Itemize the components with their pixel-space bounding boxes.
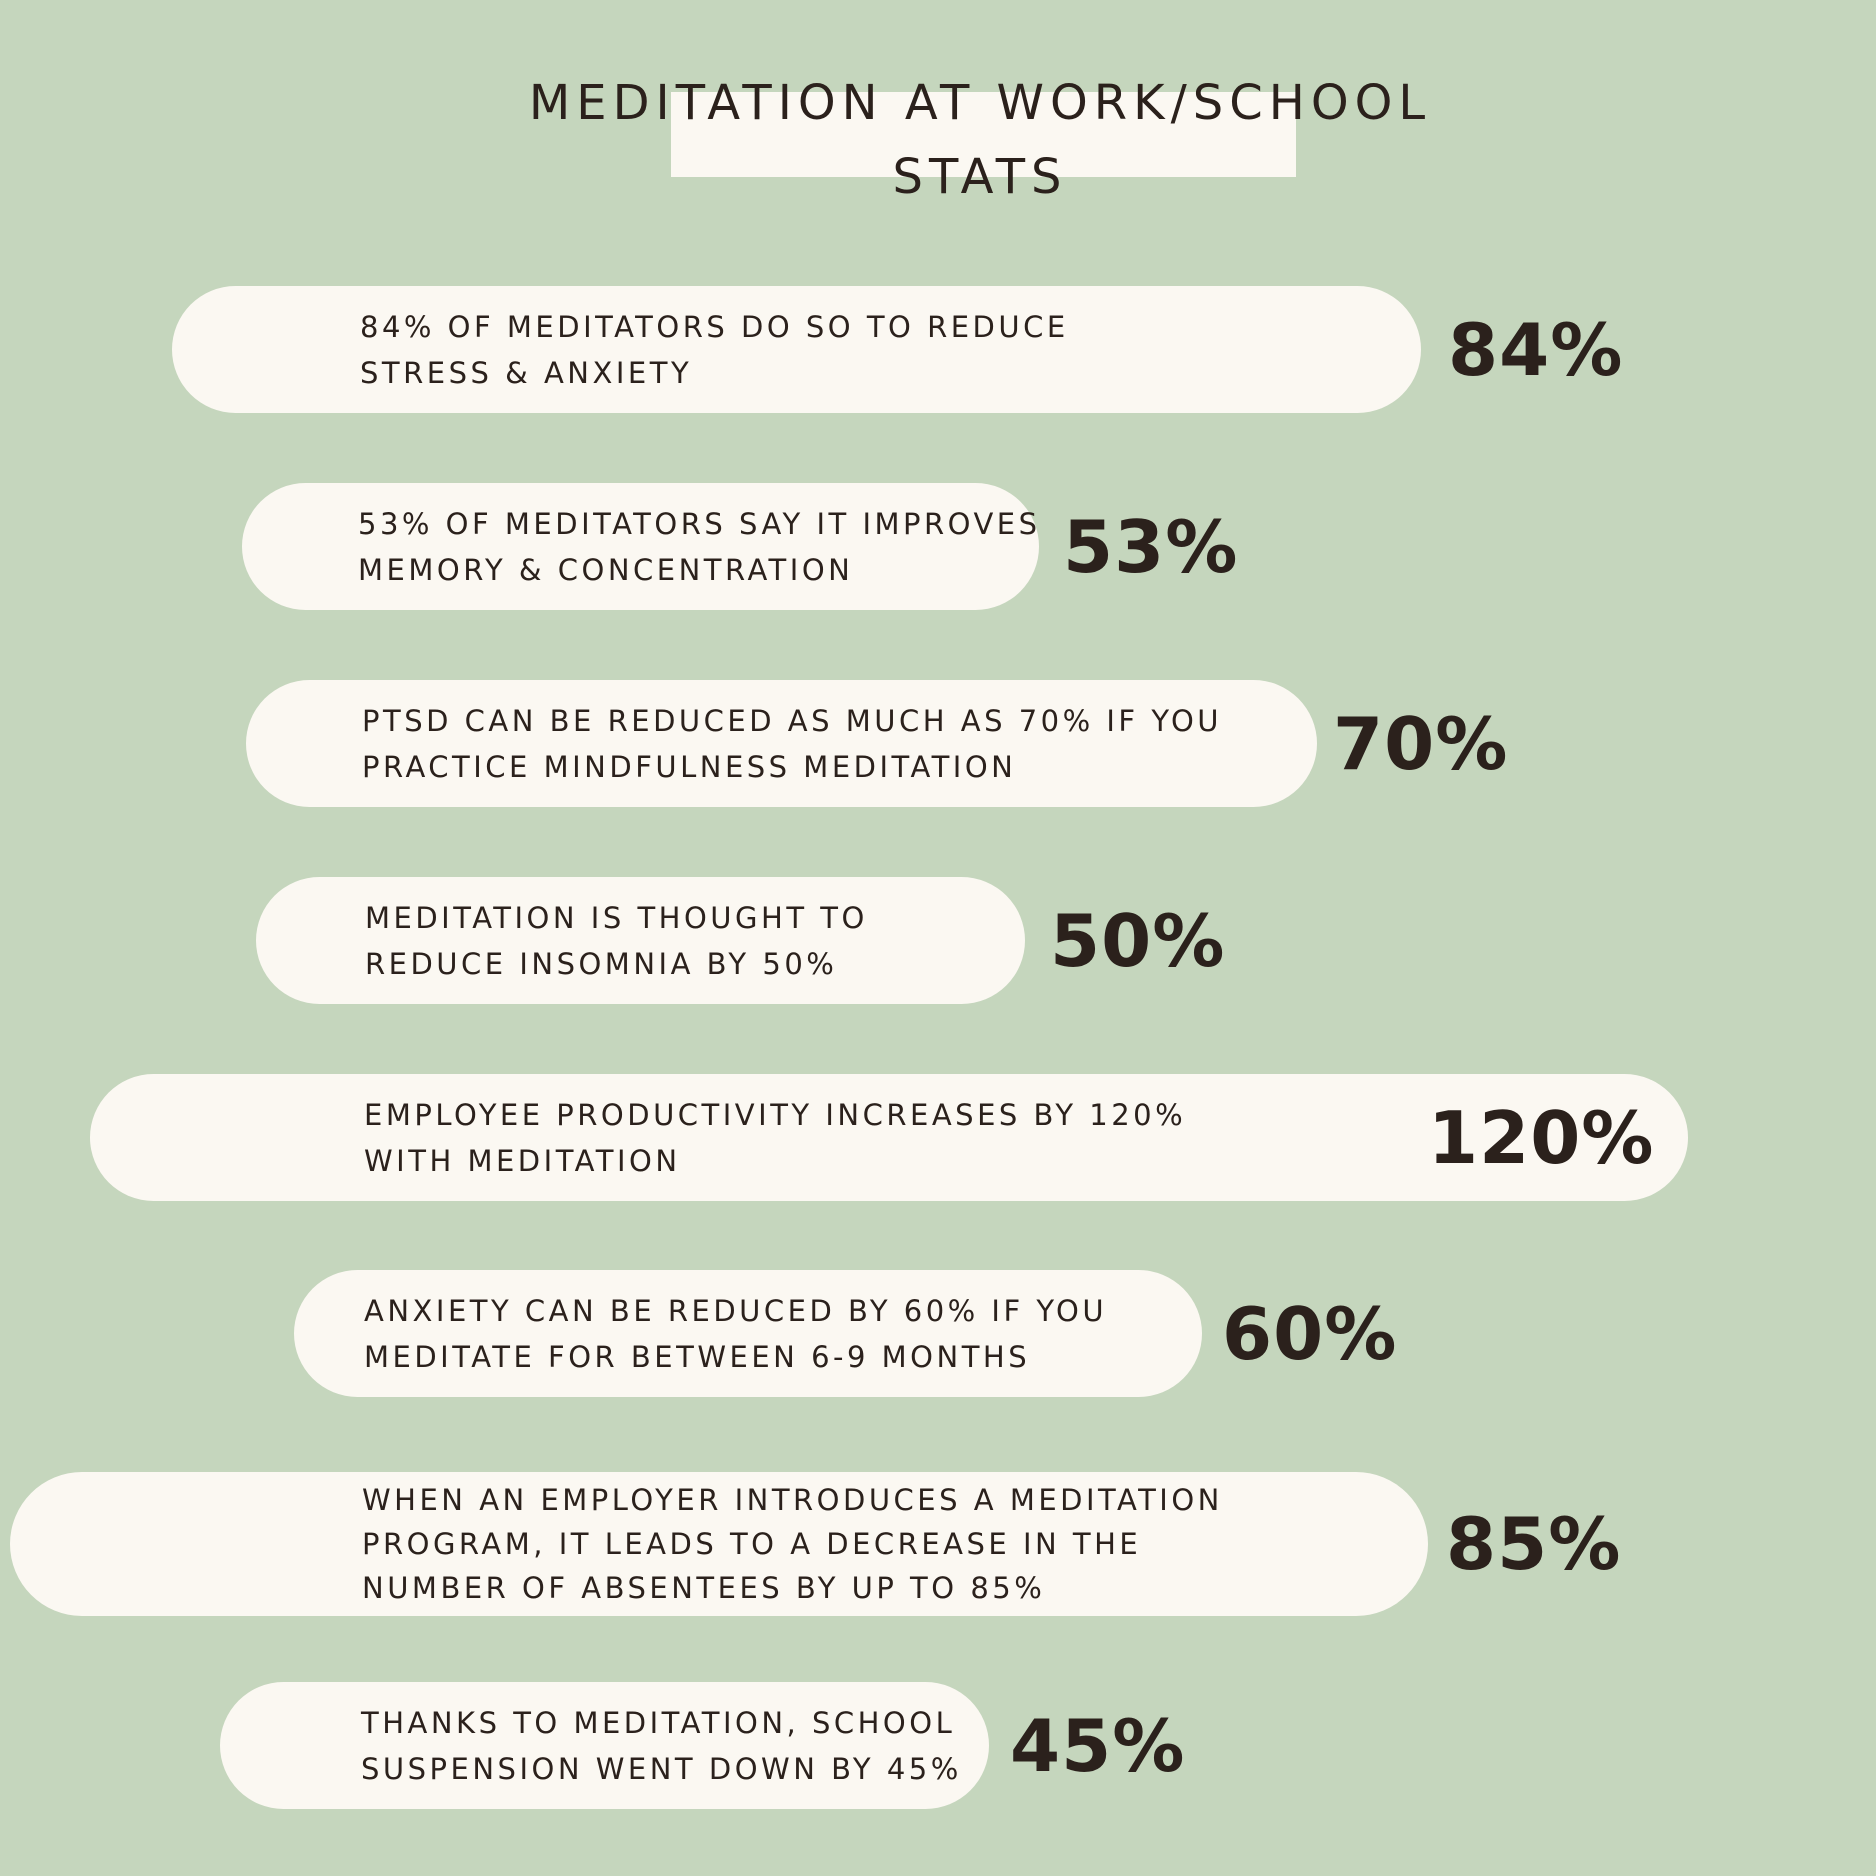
- bar-3-caption-line-1: PTSD CAN BE REDUCED AS MUCH AS 70% IF YOU: [362, 703, 1223, 738]
- bar-7-value-label: 85%: [1446, 1502, 1622, 1586]
- bar-2-caption: [358, 501, 1041, 593]
- bar-4-caption: [365, 895, 868, 987]
- bar-2-caption-line-2: MEMORY & CONCENTRATION: [358, 552, 854, 587]
- bar-1-caption-line-1: 84% OF MEDITATORS DO SO TO REDUCE: [360, 309, 1069, 344]
- bar-6-caption-line-1: ANXIETY CAN BE REDUCED BY 60% IF YOU: [364, 1293, 1108, 1328]
- bar-6-caption: [364, 1288, 1107, 1380]
- chart-title-line-1: MEDITATION AT WORK/SCHOOL: [528, 75, 1432, 131]
- bar-6-caption-line-2: MEDITATE FOR BETWEEN 6-9 MONTHS: [364, 1339, 1031, 1374]
- bar-2-value-label: 53%: [1063, 504, 1239, 589]
- bar-1-caption: [360, 304, 1069, 396]
- bar-3-caption: [362, 698, 1222, 790]
- bar-2-caption-line-1: 53% OF MEDITATORS SAY IT IMPROVES: [358, 506, 1041, 541]
- bar-7-caption-line-1: WHEN AN EMPLOYER INTRODUCES A MEDITATION: [362, 1483, 1223, 1517]
- bar-8-caption-line-2: SUSPENSION WENT DOWN BY 45%: [361, 1751, 962, 1786]
- bar-6-value-label: 60%: [1222, 1291, 1398, 1376]
- bar-5-caption-line-2: WITH MEDITATION: [364, 1143, 681, 1178]
- bar-7-caption: [362, 1478, 1223, 1610]
- bar-8-caption: [361, 1700, 962, 1792]
- bar-1-value-label: 84%: [1448, 307, 1624, 392]
- bar-4-caption-line-1: MEDITATION IS THOUGHT TO: [365, 900, 868, 935]
- bar-7-caption-line-2: PROGRAM, IT LEADS TO A DECREASE IN THE: [362, 1527, 1142, 1561]
- chart-title-line-2: STATS: [892, 149, 1068, 205]
- bar-5-caption: [364, 1092, 1186, 1184]
- bar-4-caption-line-2: REDUCE INSOMNIA BY 50%: [365, 946, 838, 981]
- bar-1-caption-line-2: STRESS & ANXIETY: [360, 355, 693, 390]
- bar-8-value-label: 45%: [1010, 1703, 1186, 1788]
- bar-5-value-label: 120%: [1428, 1095, 1655, 1180]
- chart-title: [0, 66, 1876, 214]
- bar-7-caption-line-3: NUMBER OF ABSENTEES BY UP TO 85%: [362, 1571, 1046, 1605]
- bar-3-value-label: 70%: [1333, 701, 1509, 786]
- bar-4-value-label: 50%: [1050, 898, 1226, 983]
- bar-8-caption-line-1: THANKS TO MEDITATION, SCHOOL: [361, 1705, 956, 1740]
- bar-5-caption-line-1: EMPLOYEE PRODUCTIVITY INCREASES BY 120%: [364, 1097, 1187, 1132]
- bar-3-caption-line-2: PRACTICE MINDFULNESS MEDITATION: [362, 749, 1017, 784]
